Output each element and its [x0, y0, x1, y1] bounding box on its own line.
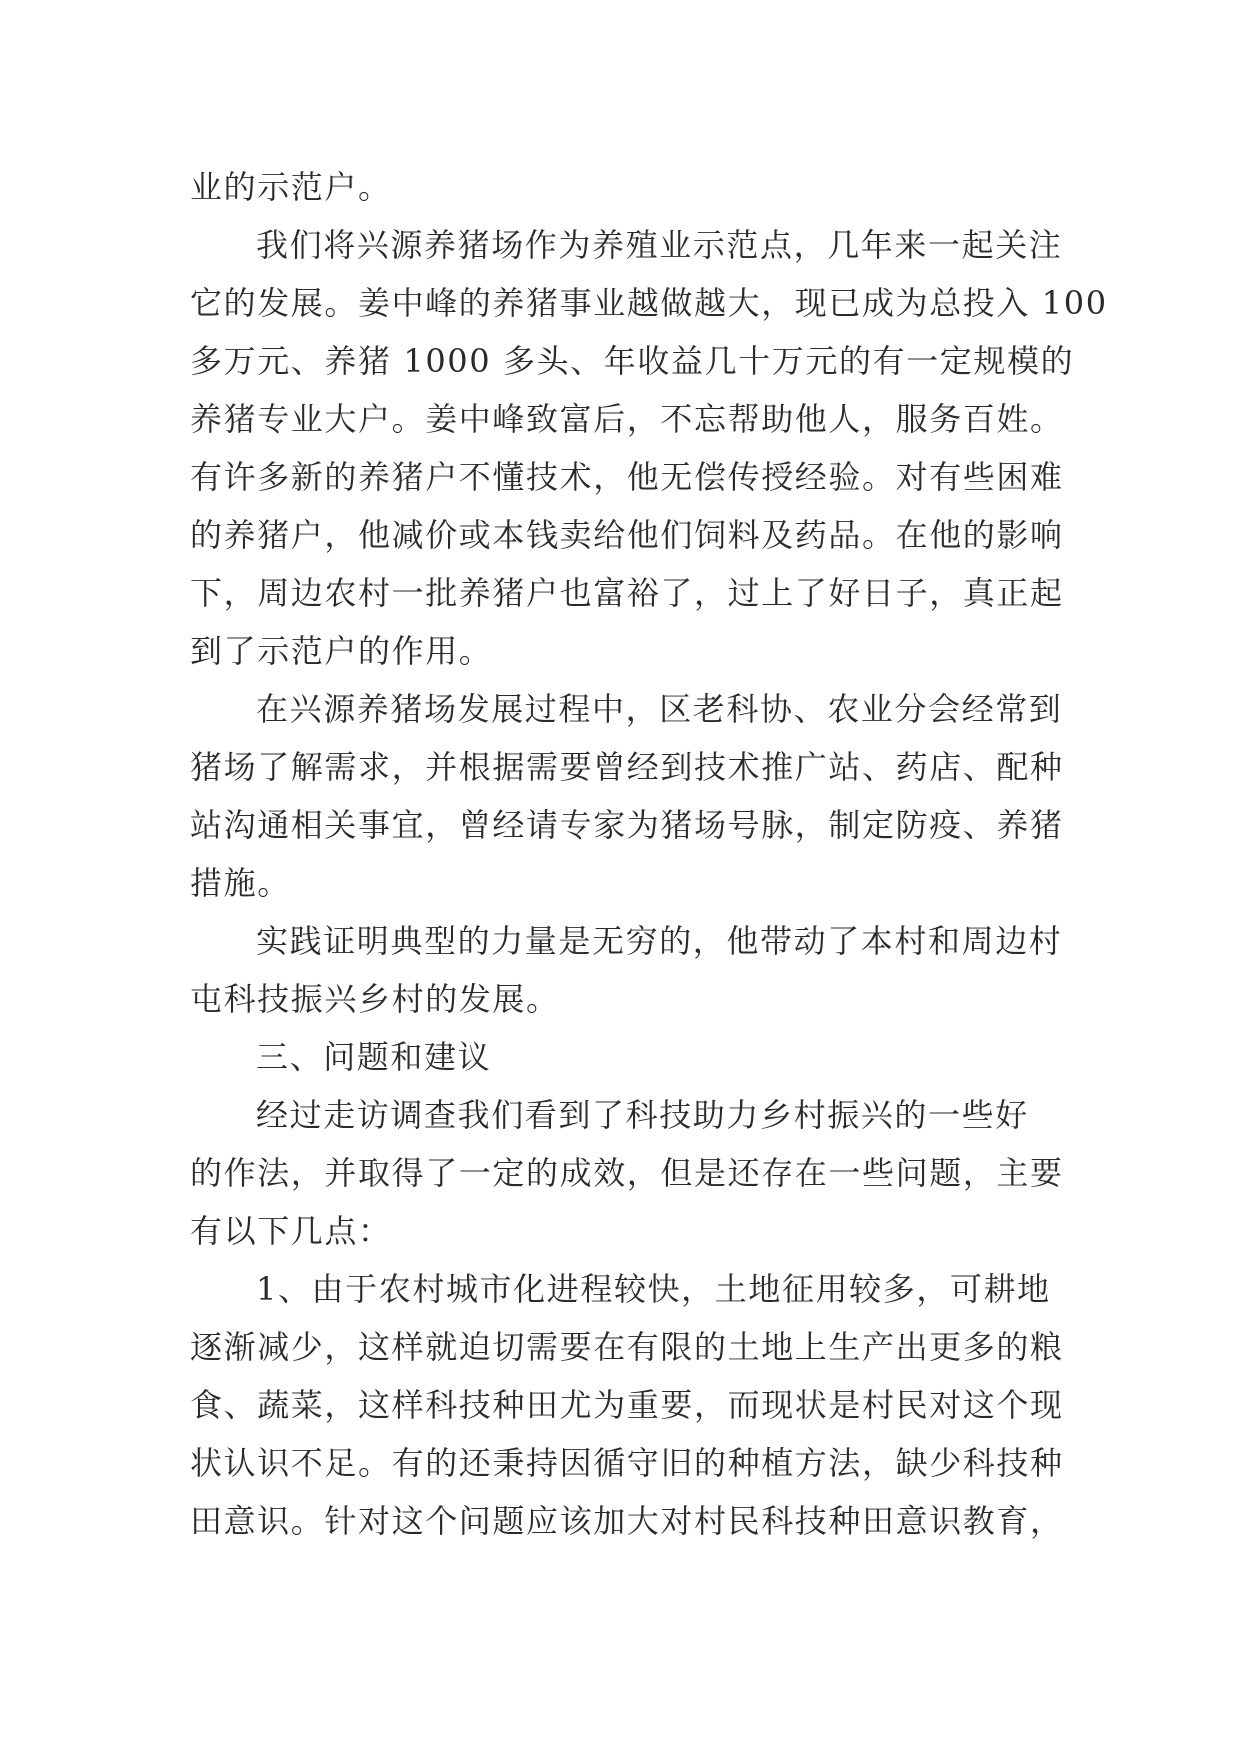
text-line: 的养猪户，他减价或本钱卖给他们饲料及药品。在他的影响 [190, 516, 1064, 554]
text-line: 1、由于农村城市化进程较快，土地征用较多，可耕地 [256, 1270, 1051, 1308]
section-heading: 三、问题和建议 [256, 1038, 492, 1076]
text-line: 猪场了解需求，并根据需要曾经到技术推广站、药店、配种 [190, 748, 1064, 786]
text-line: 措施。 [190, 864, 291, 902]
text-line: 田意识。针对这个问题应该加大对村民科技种田意识教育， [190, 1502, 1064, 1540]
text-line: 食、蔬菜，这样科技种田尤为重要，而现状是村民对这个现 [190, 1386, 1064, 1424]
text-line: 实践证明典型的力量是无穷的，他带动了本村和周边村 [256, 922, 1063, 960]
text-line: 经过走访调查我们看到了科技助力乡村振兴的一些好 [256, 1096, 1029, 1134]
text-line: 养猪专业大户。姜中峰致富后，不忘帮助他人，服务百姓。 [190, 400, 1064, 438]
text-line: 的作法，并取得了一定的成效，但是还存在一些问题，主要 [190, 1154, 1064, 1192]
text-line: 业的示范户。 [190, 168, 392, 206]
text-line: 屯科技振兴乡村的发展。 [190, 980, 560, 1018]
text-line: 站沟通相关事宜，曾经请专家为猪场号脉，制定防疫、养猪 [190, 806, 1064, 844]
text-line: 它的发展。姜中峰的养猪事业越做越大，现已成为总投入 100 [190, 284, 1108, 322]
text-line: 到了示范户的作用。 [190, 632, 493, 670]
text-line: 下，周边农村一批养猪户也富裕了，过上了好日子，真正起 [190, 574, 1064, 612]
text-line: 逐渐减少，这样就迫切需要在有限的土地上生产出更多的粮 [190, 1328, 1064, 1366]
text-line: 在兴源养猪场发展过程中，区老科协、农业分会经常到 [256, 690, 1063, 728]
text-line: 有以下几点： [190, 1212, 392, 1250]
text-line: 状认识不足。有的还秉持因循守旧的种植方法，缺少科技种 [190, 1444, 1064, 1482]
text-line: 我们将兴源养猪场作为养殖业示范点，几年来一起关注 [256, 226, 1063, 264]
text-line: 多万元、养猪 1000 多头、年收益几十万元的有一定规模的 [190, 342, 1075, 380]
text-line: 有许多新的养猪户不懂技术，他无偿传授经验。对有些困难 [190, 458, 1064, 496]
